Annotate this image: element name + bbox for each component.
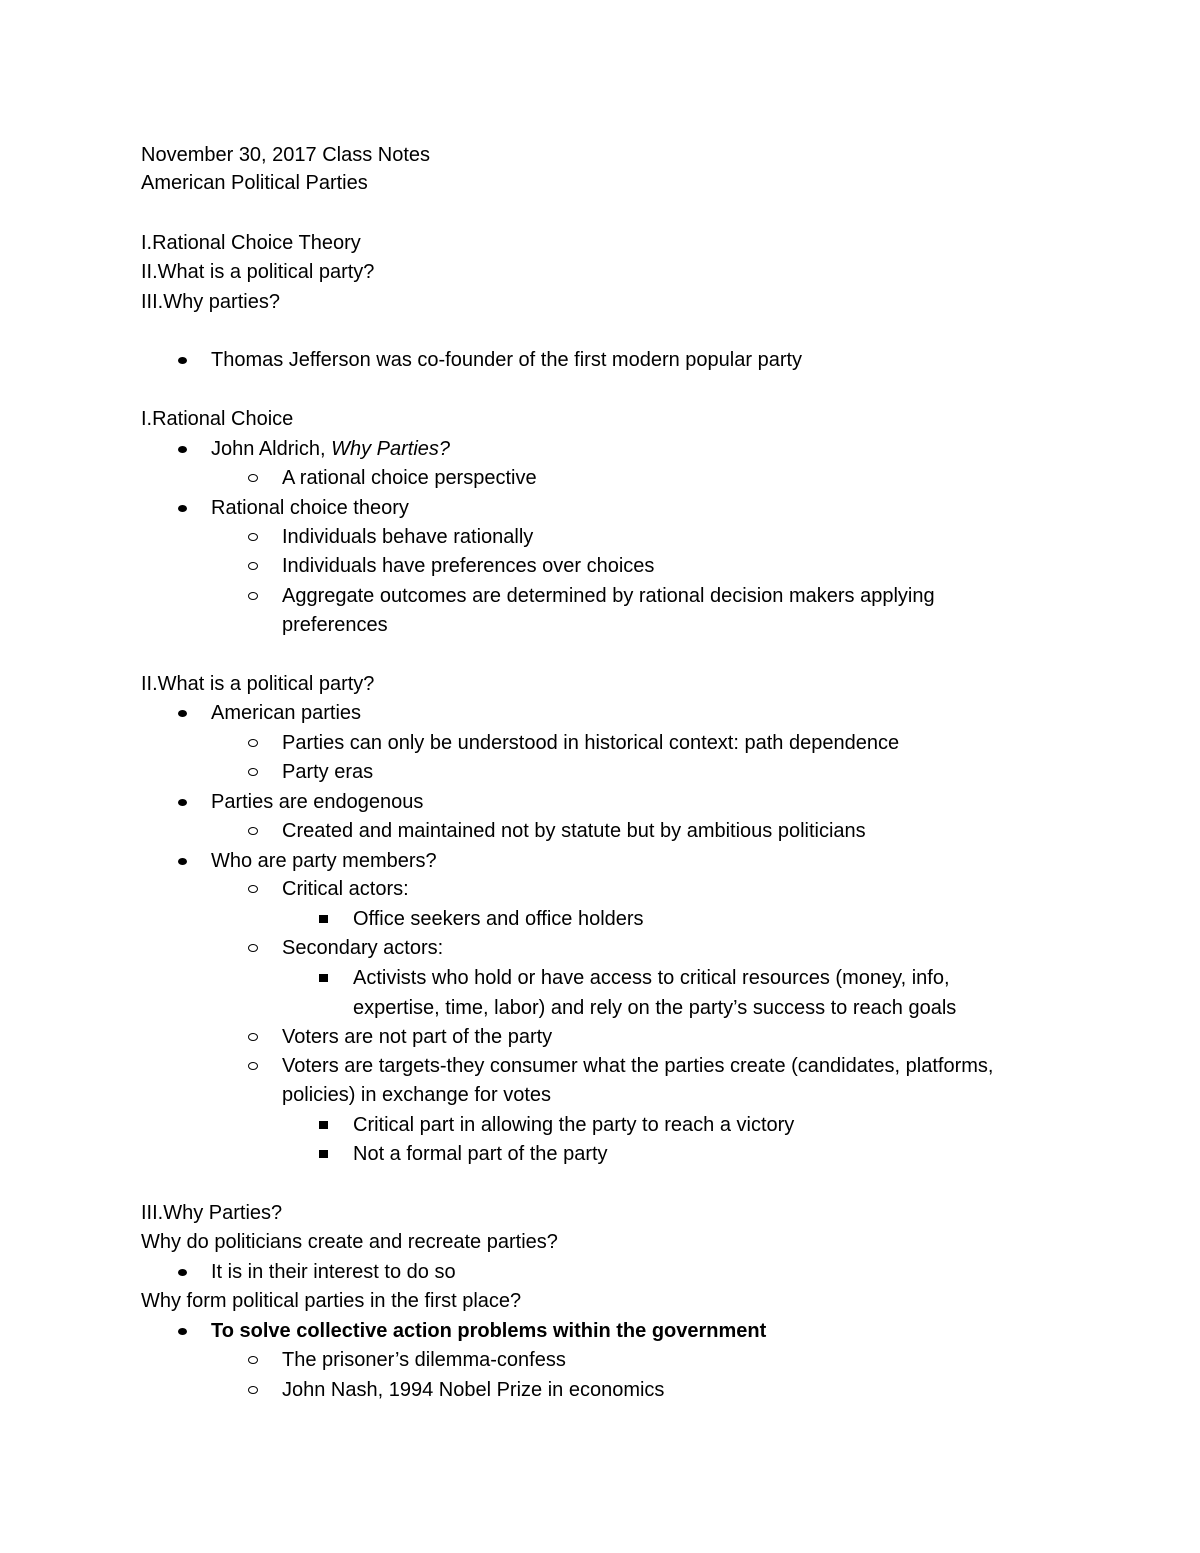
- circle-bullet-icon: [248, 1386, 258, 1394]
- list-item-text: Critical actors:: [282, 878, 409, 900]
- list-item-text: Party eras: [282, 761, 374, 783]
- square-bullet-icon: [319, 1150, 328, 1158]
- author-name: John Aldrich,: [211, 438, 332, 460]
- list-item-text: Office seekers and office holders: [353, 908, 644, 930]
- list-item-text: Parties can only be understood in historical context: path dependence: [282, 732, 900, 754]
- square-bullet-icon: [319, 915, 328, 923]
- section-heading-text: II.What is a political party?: [141, 673, 375, 695]
- circle-bullet-icon: [248, 562, 258, 570]
- disc-bullet-icon: [178, 799, 187, 806]
- square-bullet-icon: [319, 1121, 328, 1129]
- disc-bullet-icon: [178, 357, 187, 364]
- list-item-text: Voters are not part of the party: [282, 1026, 553, 1048]
- circle-bullet-icon: [248, 474, 258, 482]
- circle-bullet-icon: [248, 1033, 258, 1041]
- list-item-text: Created and maintained not by statute but by ambitious politicians: [282, 820, 866, 842]
- list-item-text: Parties are endogenous: [211, 791, 424, 813]
- list-item-text: preferences: [282, 614, 388, 636]
- disc-bullet-icon: [178, 1328, 187, 1335]
- disc-bullet-icon: [178, 710, 187, 717]
- list-item-text: American parties: [211, 702, 362, 724]
- circle-bullet-icon: [248, 768, 258, 776]
- circle-bullet-icon: [248, 885, 258, 893]
- square-bullet-icon: [319, 974, 328, 982]
- circle-bullet-icon: [248, 944, 258, 952]
- list-item-text: Secondary actors:: [282, 937, 444, 959]
- list-item-text: Who are party members?: [211, 850, 437, 872]
- list-item-text: Individuals have preferences over choices: [282, 555, 655, 577]
- outline-item-text: I.Rational Choice Theory: [141, 232, 361, 254]
- outline-item-text: II.What is a political party?: [141, 261, 375, 283]
- circle-bullet-icon: [248, 739, 258, 747]
- course-title: American Political Parties: [141, 172, 368, 194]
- list-item-text: Thomas Jefferson was co-founder of the first modern popular party: [211, 349, 803, 371]
- list-item-text: policies) in exchange for votes: [282, 1084, 552, 1106]
- question-text: Why do politicians create and recreate parties?: [141, 1231, 558, 1253]
- outline-item-text: III.Why parties?: [141, 291, 280, 313]
- circle-bullet-icon: [248, 533, 258, 541]
- list-item-text: The prisoner’s dilemma-confess: [282, 1349, 566, 1371]
- list-item-text: expertise, time, labor) and rely on the party’s success to reach goals: [353, 997, 957, 1019]
- book-title: Why Parties?: [331, 438, 451, 460]
- list-item-text: A rational choice perspective: [282, 467, 537, 489]
- disc-bullet-icon: [178, 858, 187, 865]
- question-text: Why form political parties in the first place?: [141, 1290, 522, 1312]
- list-item-text: Rational choice theory: [211, 497, 409, 519]
- circle-bullet-icon: [248, 592, 258, 600]
- list-item-text: To solve collective action problems within the government: [211, 1320, 767, 1342]
- list-item-text: Aggregate outcomes are determined by rational decision makers applying: [282, 585, 935, 607]
- date-title: November 30, 2017 Class Notes: [141, 144, 431, 166]
- list-item-text: John Nash, 1994 Nobel Prize in economics: [282, 1379, 665, 1401]
- circle-bullet-icon: [248, 1356, 258, 1364]
- list-item-text: Activists who hold or have access to critical resources (money, info,: [353, 967, 950, 989]
- list-item-text: Voters are targets-they consumer what the parties create (candidates, platforms,: [282, 1055, 994, 1077]
- list-item-text: Individuals behave rationally: [282, 526, 534, 548]
- list-item-text: Not a formal part of the party: [353, 1143, 608, 1165]
- list-item-text: Critical part in allowing the party to reach a victory: [353, 1114, 795, 1136]
- disc-bullet-icon: [178, 505, 187, 512]
- circle-bullet-icon: [248, 827, 258, 835]
- list-item-text: It is in their interest to do so: [211, 1261, 456, 1283]
- section-heading-text: III.Why Parties?: [141, 1202, 283, 1224]
- disc-bullet-icon: [178, 446, 187, 453]
- list-item-text: [211, 434, 450, 464]
- disc-bullet-icon: [178, 1269, 187, 1276]
- circle-bullet-icon: [248, 1062, 258, 1070]
- section-heading-text: I.Rational Choice: [141, 408, 294, 430]
